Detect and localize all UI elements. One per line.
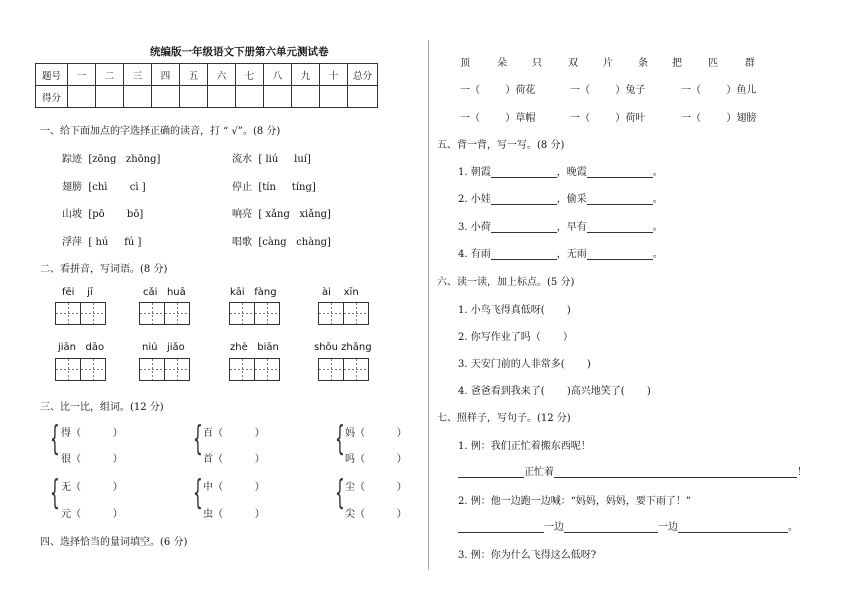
score-header-cell: 一 xyxy=(68,64,96,86)
score-header-cell: 总分 xyxy=(348,64,378,86)
q4-item[interactable]: 一（ ）兔子 xyxy=(570,85,646,96)
q1-options[interactable]: [càng chàng] xyxy=(258,237,331,248)
score-header-cell: 四 xyxy=(152,64,180,86)
q3-item[interactable]: 无（ ） xyxy=(61,482,123,493)
answer-blank[interactable] xyxy=(564,521,658,533)
q1-word: 浮萍 xyxy=(62,237,82,248)
q2-pinyin: jiān dāo xyxy=(58,342,105,353)
grid-cell[interactable] xyxy=(55,302,81,325)
q2-pinyin: niú jiǎo xyxy=(142,342,185,353)
q3-item[interactable]: 百（ ） xyxy=(203,428,265,439)
score-cell[interactable] xyxy=(292,86,320,108)
q1-options[interactable]: [zōng zhōng] xyxy=(88,154,161,165)
measure-word: 顶 xyxy=(460,58,470,69)
score-cell[interactable] xyxy=(68,86,96,108)
score-header-cell: 八 xyxy=(264,64,292,86)
q3-item[interactable]: 妈（ ） xyxy=(345,428,407,439)
grid-cell[interactable] xyxy=(164,302,190,325)
q5-item xyxy=(458,163,663,178)
grid-cell[interactable] xyxy=(343,358,369,381)
q3-item[interactable]: 中（ ） xyxy=(203,482,265,493)
q6-heading: 六、读一读，加上标点。(5 分) xyxy=(437,277,575,288)
q3-item[interactable]: 元（ ） xyxy=(61,509,123,520)
measure-word: 群 xyxy=(745,58,755,69)
q2-heading: 二、看拼音，写词语。(8 分) xyxy=(40,264,168,275)
grid-cell[interactable] xyxy=(80,358,106,381)
score-header-cell: 三 xyxy=(124,64,152,86)
q3-item[interactable]: 很（ ） xyxy=(61,454,123,465)
score-table-score-row xyxy=(36,86,378,108)
q7-fixed-text: 正忙着 xyxy=(524,467,554,478)
q1-heading: 一、给下面加点的字选择正确的读音，打 “ √”。(8 分) xyxy=(40,126,281,137)
answer-blank[interactable] xyxy=(458,466,524,478)
answer-blank[interactable] xyxy=(587,166,653,178)
q7-example: 1. 例：我们正忙着搬东西呢！ xyxy=(458,441,591,452)
q2-writing-grid[interactable] xyxy=(229,358,279,381)
measure-word: 只 xyxy=(532,58,542,69)
brace-icon: { xyxy=(50,419,60,459)
q7-heading: 七、照样子，写句子。(12 分) xyxy=(437,413,571,424)
q4-item[interactable]: 一（ ）荷花 xyxy=(460,85,536,96)
q3-item[interactable]: 尘（ ） xyxy=(345,482,407,493)
q3-item[interactable]: 吗（ ） xyxy=(345,454,407,465)
grid-cell[interactable] xyxy=(254,358,280,381)
q1-options[interactable]: [pō bō] xyxy=(88,209,144,220)
score-cell[interactable] xyxy=(124,86,152,108)
q4-item[interactable]: 一（ ）荷叶 xyxy=(570,113,646,124)
q1-options[interactable]: [ hú fú ] xyxy=(88,237,142,248)
q5-item xyxy=(458,245,663,260)
score-header-cell: 题号 xyxy=(36,64,68,86)
q5-end: 。 xyxy=(652,167,663,178)
score-cell[interactable] xyxy=(320,86,348,108)
score-table-header-row xyxy=(36,64,378,86)
measure-word: 双 xyxy=(568,58,578,69)
q1-options[interactable]: [tín tíng] xyxy=(258,182,316,193)
score-cell[interactable] xyxy=(236,86,264,108)
q1-word: 山坡 xyxy=(62,209,82,220)
answer-blank[interactable] xyxy=(491,193,557,205)
q2-pinyin: ài xīn xyxy=(322,287,359,298)
q2-writing-grid[interactable] xyxy=(318,302,368,325)
q2-writing-grid[interactable] xyxy=(55,302,105,325)
q2-pinyin: fēi jī xyxy=(62,287,93,298)
q1-word: 唱歌 xyxy=(232,237,252,248)
brace-icon: { xyxy=(335,419,345,459)
q5-end: 。 xyxy=(652,194,663,205)
q7-fixed-text: 一边 xyxy=(658,522,678,533)
q5-end: 。 xyxy=(652,249,663,260)
measure-word: 条 xyxy=(638,58,648,69)
q6-item[interactable]: 2. 你写作业了吗（ ） xyxy=(458,332,573,343)
q1-word: 响亮 xyxy=(232,209,252,220)
score-cell[interactable] xyxy=(152,86,180,108)
score-header-cell: 五 xyxy=(180,64,208,86)
grid-cell[interactable] xyxy=(318,358,344,381)
q5-item xyxy=(458,218,663,233)
measure-word: 匹 xyxy=(708,58,718,69)
brace-icon: { xyxy=(193,419,203,459)
grid-cell[interactable] xyxy=(343,302,369,325)
grid-cell[interactable] xyxy=(318,302,344,325)
answer-blank[interactable] xyxy=(678,521,788,533)
q5-prompt: ，偷采 xyxy=(556,194,587,205)
score-cell[interactable] xyxy=(264,86,292,108)
score-table xyxy=(35,63,378,108)
q5-prompt: 4. 有雨 xyxy=(458,249,491,260)
q1-word: 踪迹 xyxy=(62,154,82,165)
q7-end: 。 xyxy=(788,522,798,533)
score-cell[interactable] xyxy=(208,86,236,108)
q7-fixed-text: 一边 xyxy=(544,522,564,533)
score-header-cell: 九 xyxy=(292,64,320,86)
q1-item xyxy=(232,178,316,193)
q2-pinyin: kāi fàng xyxy=(230,287,277,298)
answer-blank[interactable] xyxy=(491,166,557,178)
q5-prompt: ，无雨 xyxy=(556,249,587,260)
q5-heading: 五、背一背，写一写。(8 分) xyxy=(437,140,565,151)
q1-word: 停止 xyxy=(232,182,252,193)
q6-item[interactable]: 3. 天安门前的人非常多( ) xyxy=(458,359,591,370)
q6-item[interactable]: 1. 小鸟飞得真低呀( ) xyxy=(458,305,571,316)
q1-item xyxy=(232,150,311,165)
answer-blank[interactable] xyxy=(587,193,653,205)
q3-item[interactable]: 尖（ ） xyxy=(345,509,407,520)
q6-item[interactable]: 4. 爸爸看到我来了( )高兴地笑了( ) xyxy=(458,386,651,397)
q7-example: 3. 例：你为什么飞得这么低呀? xyxy=(458,550,597,561)
q4-item[interactable]: 一（ ）草帽 xyxy=(460,113,536,124)
q3-heading: 三、比一比，组词。(12 分) xyxy=(40,402,164,413)
score-header-cell: 七 xyxy=(236,64,264,86)
q2-writing-grid[interactable] xyxy=(139,358,189,381)
grid-cell[interactable] xyxy=(55,358,81,381)
q1-word: 翅膀 xyxy=(62,182,82,193)
q7-answer-line xyxy=(458,518,798,533)
score-row-label: 得分 xyxy=(36,86,68,108)
q1-item xyxy=(62,178,146,193)
q2-pinyin: cǎi huā xyxy=(143,287,186,298)
grid-cell[interactable] xyxy=(139,358,165,381)
q2-writing-grid[interactable] xyxy=(139,302,189,325)
score-header-cell: 六 xyxy=(208,64,236,86)
q3-item[interactable]: 首（ ） xyxy=(203,454,265,465)
q3-item[interactable]: 得（ ） xyxy=(61,428,123,439)
grid-cell[interactable] xyxy=(164,358,190,381)
q1-word: 流水 xyxy=(232,154,252,165)
q5-prompt: ，晚霞 xyxy=(556,167,587,178)
q5-prompt: 1. 朝霞 xyxy=(458,167,491,178)
q3-item[interactable]: 虫（ ） xyxy=(203,509,265,520)
brace-icon: { xyxy=(193,473,203,513)
q1-options[interactable]: [chì cì ] xyxy=(88,182,146,193)
grid-cell[interactable] xyxy=(139,302,165,325)
measure-word: 朵 xyxy=(497,58,507,69)
q1-options[interactable]: [ liú luí] xyxy=(258,154,311,165)
score-header-cell: 十 xyxy=(320,64,348,86)
score-cell[interactable] xyxy=(180,86,208,108)
score-cell[interactable] xyxy=(348,86,378,108)
score-cell[interactable] xyxy=(96,86,124,108)
q1-item xyxy=(232,233,331,248)
measure-word: 把 xyxy=(672,58,682,69)
q5-end: 。 xyxy=(652,222,663,233)
grid-cell[interactable] xyxy=(229,302,255,325)
brace-icon: { xyxy=(50,473,60,513)
q2-writing-grid[interactable] xyxy=(229,302,279,325)
q7-example: 2. 例：他一边跑一边喊：“妈妈，妈妈，要下雨了！” xyxy=(458,496,691,507)
grid-cell[interactable] xyxy=(229,358,255,381)
q4-item[interactable]: 一（ ）翅膀 xyxy=(681,113,757,124)
page-title: 统编版一年级语文下册第六单元测试卷 xyxy=(150,46,329,58)
q2-pinyin: shōu zhǎng xyxy=(314,342,372,353)
q1-item xyxy=(62,205,143,220)
q2-writing-grid[interactable] xyxy=(318,358,368,381)
q4-heading: 四、选择恰当的量词填空。(6 分) xyxy=(40,537,188,548)
q2-pinyin: zhè biān xyxy=(230,342,279,353)
q7-end: ！ xyxy=(797,467,807,478)
grid-cell[interactable] xyxy=(254,302,280,325)
q5-prompt: 2. 小娃 xyxy=(458,194,491,205)
q2-writing-grid[interactable] xyxy=(55,358,105,381)
q5-prompt: 3. 小荷 xyxy=(458,222,491,233)
measure-word: 片 xyxy=(603,58,613,69)
answer-blank[interactable] xyxy=(587,221,653,233)
answer-blank[interactable] xyxy=(491,248,557,260)
answer-blank[interactable] xyxy=(458,521,544,533)
q1-item xyxy=(62,150,160,165)
q5-item xyxy=(458,190,663,205)
q1-options[interactable]: [ xǎng xiǎng] xyxy=(258,209,331,220)
q1-item xyxy=(62,233,141,248)
grid-cell[interactable] xyxy=(80,302,106,325)
q5-prompt: ，早有 xyxy=(556,222,587,233)
q4-item[interactable]: 一（ ）鱼儿 xyxy=(681,85,757,96)
q1-item xyxy=(232,205,331,220)
column-divider xyxy=(428,40,429,570)
score-header-cell: 二 xyxy=(96,64,124,86)
answer-blank[interactable] xyxy=(491,221,557,233)
brace-icon: { xyxy=(335,473,345,513)
answer-blank[interactable] xyxy=(587,248,653,260)
q7-answer-line xyxy=(458,463,807,478)
answer-blank[interactable] xyxy=(554,466,797,478)
